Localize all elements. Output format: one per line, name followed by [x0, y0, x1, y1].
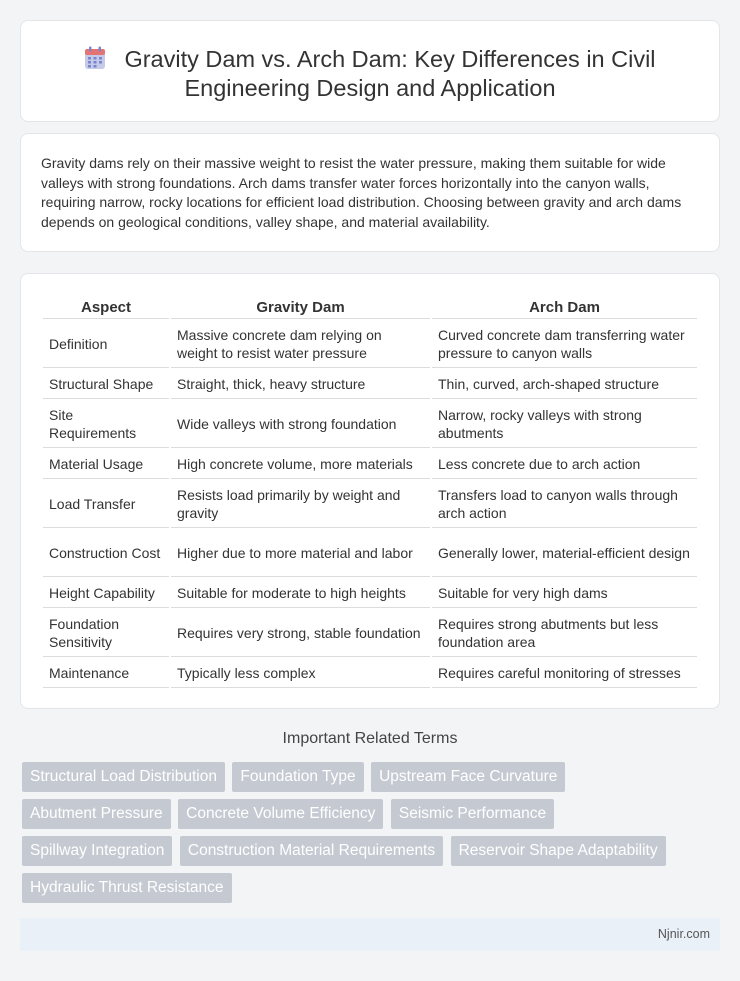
table-cell-arch: Thin, curved, arch-shaped structure	[432, 370, 697, 399]
table-row	[43, 659, 697, 688]
term-tag[interactable]: Seismic Performance	[391, 799, 554, 829]
term-tag[interactable]: Hydraulic Thrust Resistance	[22, 873, 232, 903]
term-tag[interactable]: Structural Load Distribution	[22, 762, 225, 792]
table-cell-aspect: Site Requirements	[43, 401, 169, 448]
term-tag[interactable]: Concrete Volume Efficiency	[178, 799, 383, 829]
intro-card	[20, 133, 720, 252]
comparison-card	[20, 273, 720, 709]
term-tag[interactable]: Foundation Type	[232, 762, 363, 792]
table-cell-arch: Generally lower, material-efficient design	[432, 530, 697, 577]
table-cell-arch: Less concrete due to arch action	[432, 450, 697, 479]
table-cell-arch: Requires careful monitoring of stresses	[432, 659, 697, 688]
header-gravity-dam: Gravity Dam	[171, 296, 430, 319]
title-card	[20, 20, 720, 122]
table-cell-gravity: Typically less complex	[171, 659, 430, 688]
table-row	[43, 401, 697, 448]
table-row	[43, 481, 697, 528]
table-cell-arch: Narrow, rocky valleys with strong abutments	[432, 401, 697, 448]
table-cell-arch: Curved concrete dam transferring water pressure to canyon walls	[432, 321, 697, 368]
table-cell-gravity: Massive concrete dam relying on weight to resist water pressure	[171, 321, 430, 368]
table-cell-gravity: Requires very strong, stable foundation	[171, 610, 430, 657]
term-tag[interactable]: Reservoir Shape Adaptability	[451, 836, 666, 866]
intro-paragraph: Gravity dams rely on their massive weight to resist the water pressure, making them suitable for wide valleys with strong foundations. Arch dams transfer water forces horizontally into the canyon walls, requiring narrow, rocky locations for efficient load distribution. Choosing between gravity and arch dams depends on geological conditions, valley shape, and material availability.	[41, 155, 682, 230]
table-row	[43, 579, 697, 608]
term-tag[interactable]: Abutment Pressure	[22, 799, 171, 829]
calendar-icon	[84, 46, 106, 70]
footer-site-link[interactable]: Njnir.com	[657, 927, 710, 941]
table-cell-aspect: Definition	[43, 321, 169, 368]
header-arch-dam: Arch Dam	[432, 296, 697, 319]
table-cell-gravity: Higher due to more material and labor	[171, 530, 430, 577]
table-cell-aspect: Material Usage	[43, 450, 169, 479]
table-cell-aspect: Foundation Sensitivity	[43, 610, 169, 657]
table-cell-aspect: Height Capability	[43, 579, 169, 608]
table-cell-aspect: Construction Cost	[43, 530, 169, 577]
table-cell-aspect: Load Transfer	[43, 481, 169, 528]
table-row	[43, 321, 697, 368]
page-title	[21, 45, 719, 103]
related-terms-list	[22, 762, 702, 910]
table-row	[43, 610, 697, 657]
table-cell-gravity: Suitable for moderate to high heights	[171, 579, 430, 608]
table-cell-aspect: Maintenance	[43, 659, 169, 688]
term-tag[interactable]: Upstream Face Curvature	[371, 762, 565, 792]
table-cell-gravity: Wide valleys with strong foundation	[171, 401, 430, 448]
table-header-row	[43, 296, 697, 319]
footer-bar	[20, 918, 720, 951]
table-row	[43, 530, 697, 577]
comparison-table	[41, 294, 699, 690]
table-cell-arch: Requires strong abutments but less foundation area	[432, 610, 697, 657]
term-tag[interactable]: Construction Material Requirements	[180, 836, 443, 866]
table-row	[43, 450, 697, 479]
header-aspect: Aspect	[43, 296, 169, 319]
table-cell-gravity: High concrete volume, more materials	[171, 450, 430, 479]
related-terms-title: Important Related Terms	[282, 730, 458, 747]
table-cell-gravity: Straight, thick, heavy structure	[171, 370, 430, 399]
table-cell-arch: Suitable for very high dams	[432, 579, 697, 608]
table-cell-gravity: Resists load primarily by weight and gravity	[171, 481, 430, 528]
table-cell-aspect: Structural Shape	[43, 370, 169, 399]
page-title-text: Gravity Dam vs. Arch Dam: Key Differences in Civil Engineering Design and Application	[124, 46, 656, 101]
table-row	[43, 370, 697, 399]
table-cell-arch: Transfers load to canyon walls through arch action	[432, 481, 697, 528]
term-tag[interactable]: Spillway Integration	[22, 836, 172, 866]
